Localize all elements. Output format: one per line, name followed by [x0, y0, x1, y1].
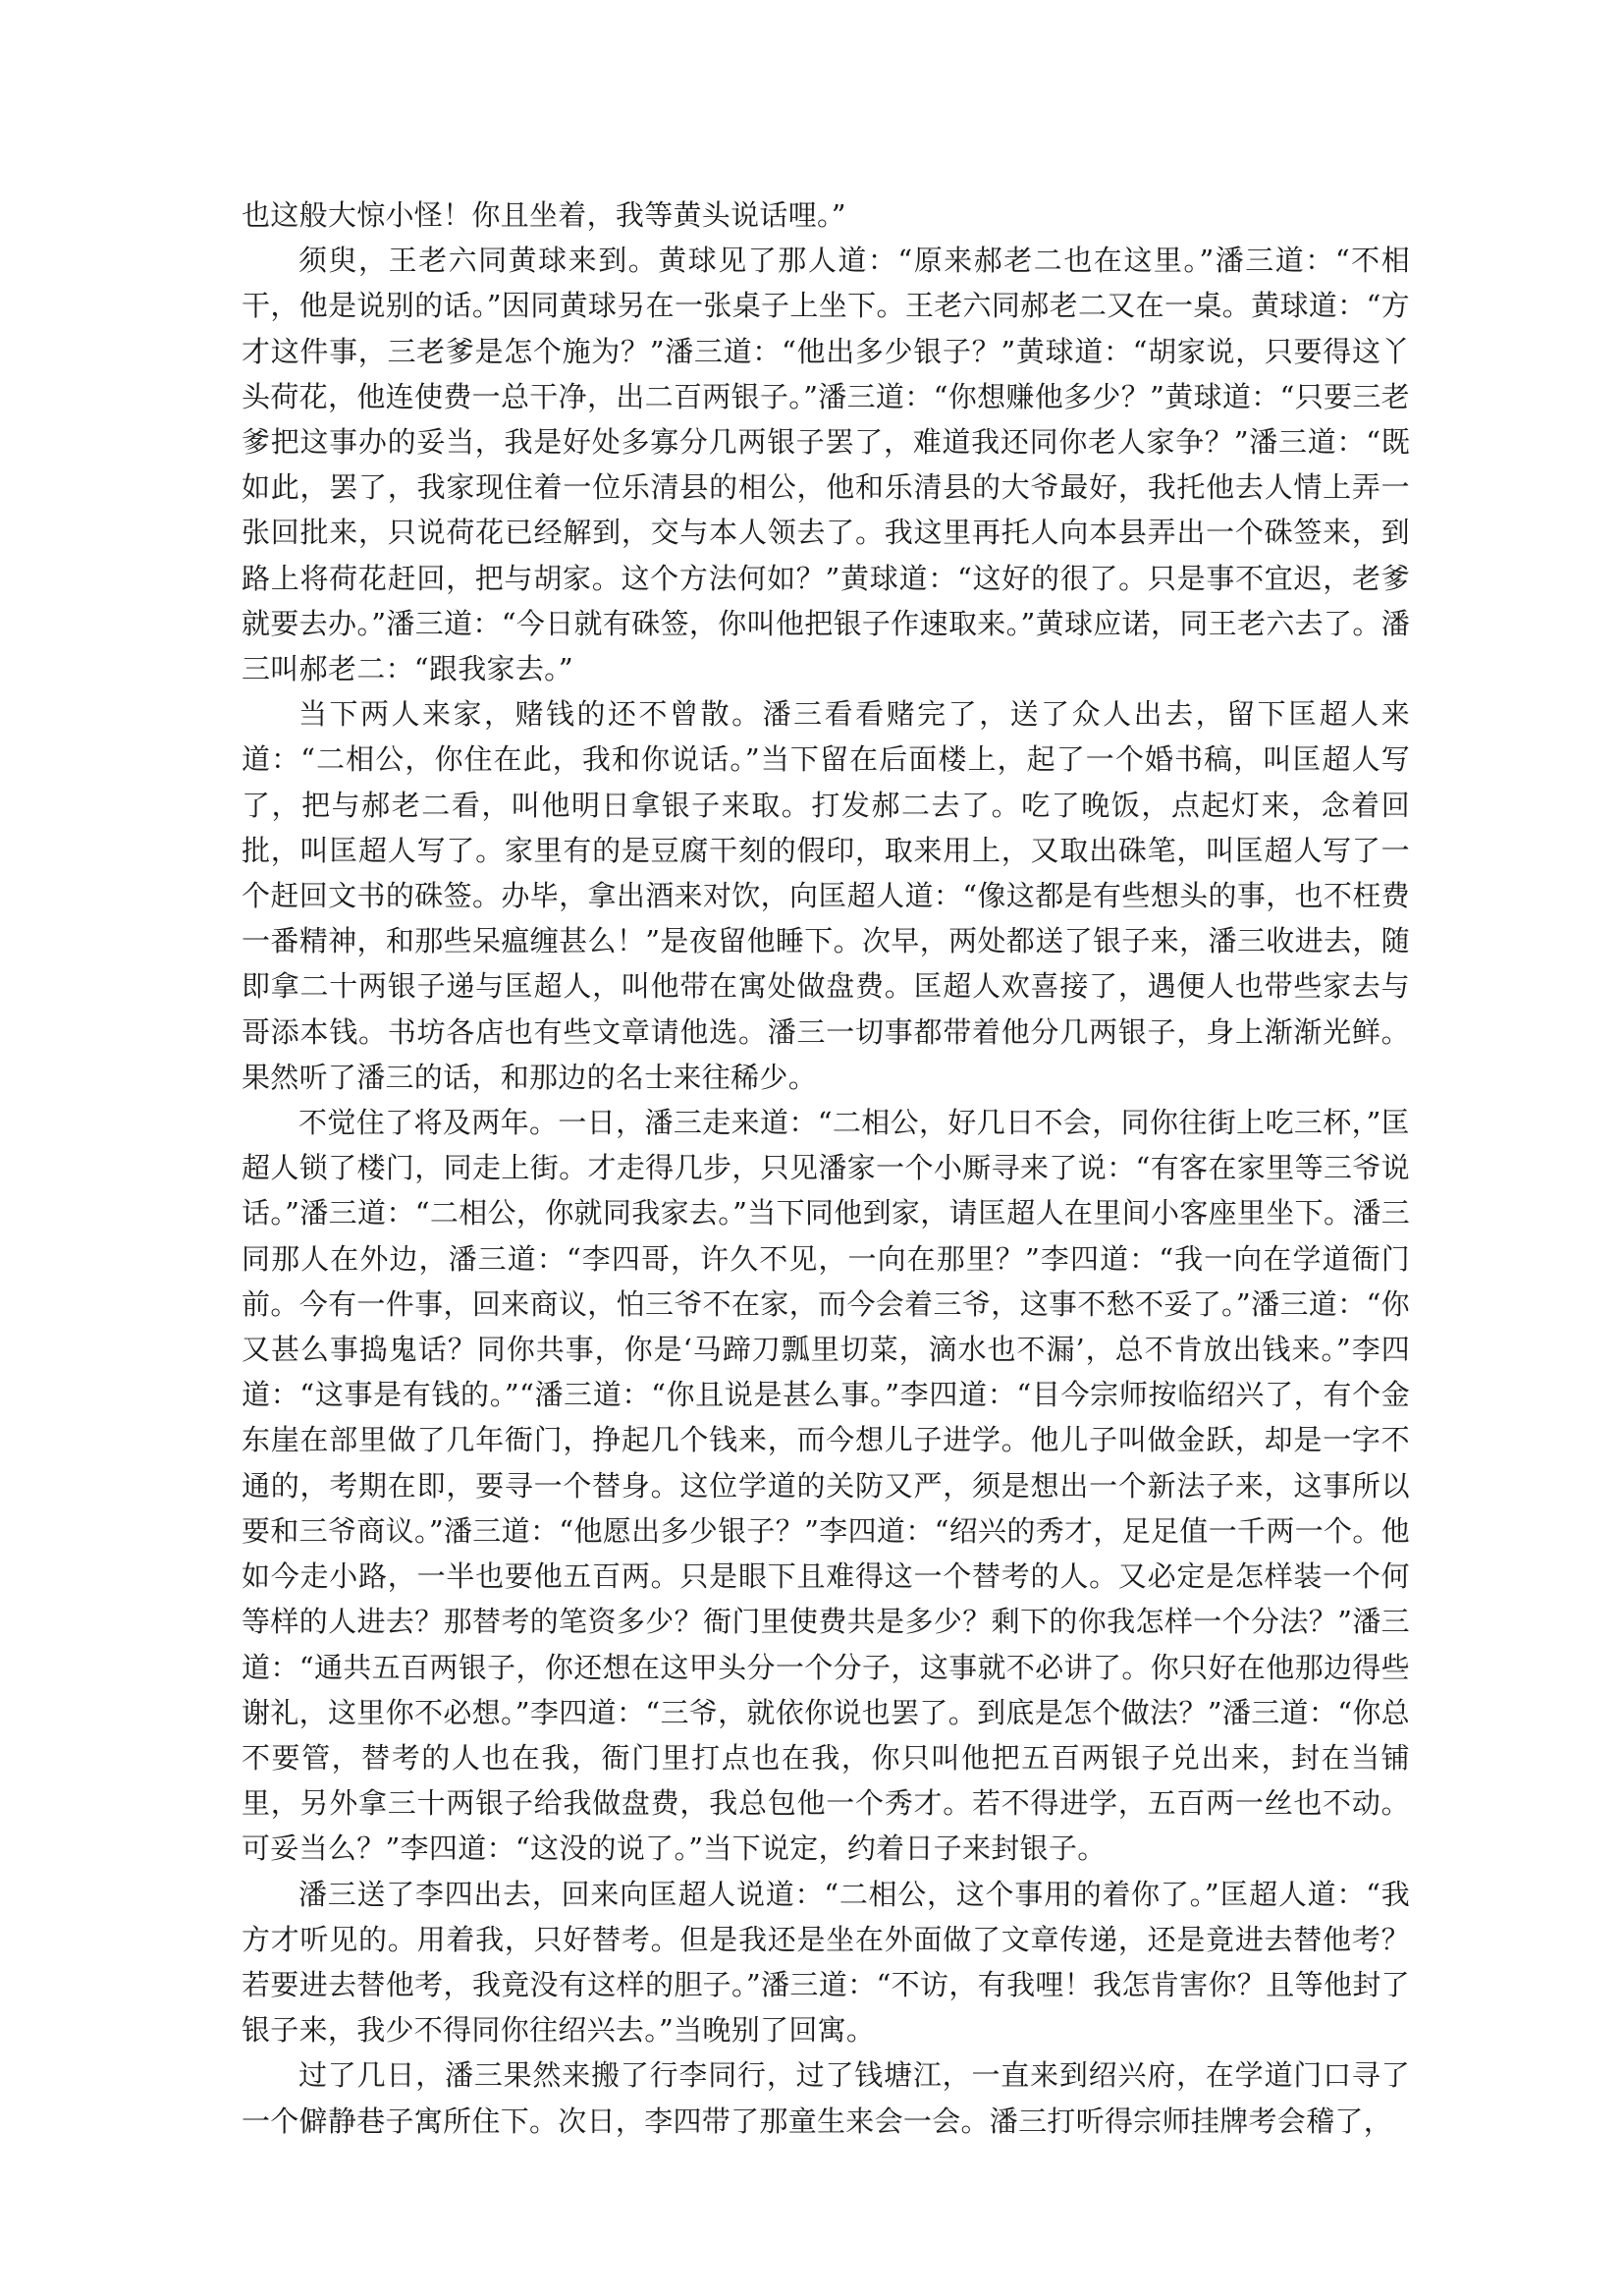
paragraph: 也这般大惊小怪！你且坐着，我等黄头说话哩。”: [242, 198, 846, 232]
body-text: [242, 192, 1410, 2144]
paragraph: 须臾，王老六同黄球来到。黄球见了那人道：“原来郝老二也在这里。”潘三道：“不相干，他是说别的话。”因同黄球另在一张桌子上坐下。王老六同郝老二又在一桌。黄球道：“方才这件事，三老爹是怎个施为？”潘三道：“他出多少银子？”黄球道：“胡家说，只要得这丫头荷花，他连使费一总干净，出二百两银子。”潘三道：“你想赚他多少？”黄球道：“只要三老爹把这事办的妥当，我是好处多寡分几两银子罢了，难道我还同你老人家争？”潘三道：“既如此，罢了，我家现住着一位乐清县的相公，他和乐清县的大爷最好，我托他去人情上弄一张回批来，只说荷花已经解到，交与本人领去了。我这里再托人向本县弄出一个硃签来，到路上将荷花赶回，把与胡家。这个方法何如？”黄球道：“这好的很了。只是事不宜迟，老爹就要去办。”潘三道：“今日就有硃签，你叫他把银子作速取来。”黄球应诺，同王老六去了。潘三叫郝老二：“跟我家去。”: [242, 244, 1410, 686]
paragraph: 过了几日，潘三果然来搬了行李同行，过了钱塘江，一直来到绍兴府，在学道门口寻了一个僻静巷子寓所住下。次日，李四带了那童生来会一会。潘三打听得宗师挂牌考会稽了，: [242, 2058, 1410, 2138]
paragraph: 当下两人来家，赌钱的还不曾散。潘三看看赌完了，送了众人出去，留下匡超人来道：“二相公，你住在此，我和你说话。”当下留在后面楼上，起了一个婚书稿，叫匡超人写了，把与郝老二看，叫他明日拿银子来取。打发郝二去了。吃了晚饭，点起灯来，念着回批，叫匡超人写了。家里有的是豆腐干刻的假印，取来用上，又取出硃笔，叫匡超人写了一个赶回文书的硃签。办毕，拿出酒来对饮，向匡超人道：“像这都是有些想头的事，也不枉费一番精神，和那些呆瘟缠甚么！”是夜留他睡下。次早，两处都送了银子来，潘三收进去，随即拿二十两银子递与匡超人，叫他带在寓处做盘费。匡超人欢喜接了，遇便人也带些家去与哥添本钱。书坊各店也有些文章请他选。潘三一切事都带着他分几两银子，身上渐渐光鲜。果然听了潘三的话，和那边的名士来往稀少。: [242, 697, 1410, 1094]
paragraph: 不觉住了将及两年。一日，潘三走来道：“二相公，好几日不会，同你往街上吃三杯，”匡超人锁了楼门，同走上街。才走得几步，只见潘家一个小厮寻来了说：“有客在家里等三爷说话。”潘三道：“二相公，你就同我家去。”当下同他到家，请匡超人在里间小客座里坐下。潘三同那人在外边，潘三道：“李四哥，许久不见，一向在那里？”李四道：“我一向在学道衙门前。今有一件事，回来商议，怕三爷不在家，而今会着三爷，这事不愁不妥了。”潘三道：“你又甚么事捣鬼话？同你共事，你是‘马蹄刀瓢里切菜，滴水也不漏’，总不肯放出钱来。”李四道：“这事是有钱的。”“潘三道：“你且说是甚么事。”李四道：“目今宗师按临绍兴了，有个金东崖在部里做了几年衙门，挣起几个钱来，而今想儿子进学。他儿子叫做金跃，却是一字不通的，考期在即，要寻一个替身。这位学道的关防又严，须是想出一个新法子来，这事所以要和三爷商议。”潘三道：“他愿出多少银子？”李四道：“绍兴的秀才，足足值一千两一个。他如今走小路，一半也要他五百两。只是眼下且难得这一个替考的人。又必定是怎样装一个何等样的人进去？那替考的笔资多少？衙门里使费共是多少？剩下的你我怎样一个分法？”潘三道：“通共五百两银子，你还想在这甲头分一个分子，这事就不必讲了。你只好在他那边得些谢礼，这里你不必想。”李四道：“三爷，就依你说也罢了。到底是怎个做法？”潘三道：“你总不要管，替考的人也在我，衙门里打点也在我，你只叫他把五百两银子兑出来，封在当铺里，另外拿三十两银子给我做盘费，我总包他一个秀才。若不得进学，五百两一丝也不动。可妥当么？”李四道：“这没的说了。”当下说定，约着日子来封银子。: [242, 1106, 1410, 1866]
paragraph: 潘三送了李四出去，回来向匡超人说道：“二相公，这个事用的着你了。”匡超人道：“我方才听见的。用着我，只好替考。但是我还是坐在外面做了文章传递，还是竟进去替他考？若要进去替他考，我竟没有这样的胆子。”潘三道：“不访，有我哩！我怎肯害你？且等他封了银子来，我少不得同你往绍兴去。”当晚别了回寓。: [242, 1877, 1410, 2048]
